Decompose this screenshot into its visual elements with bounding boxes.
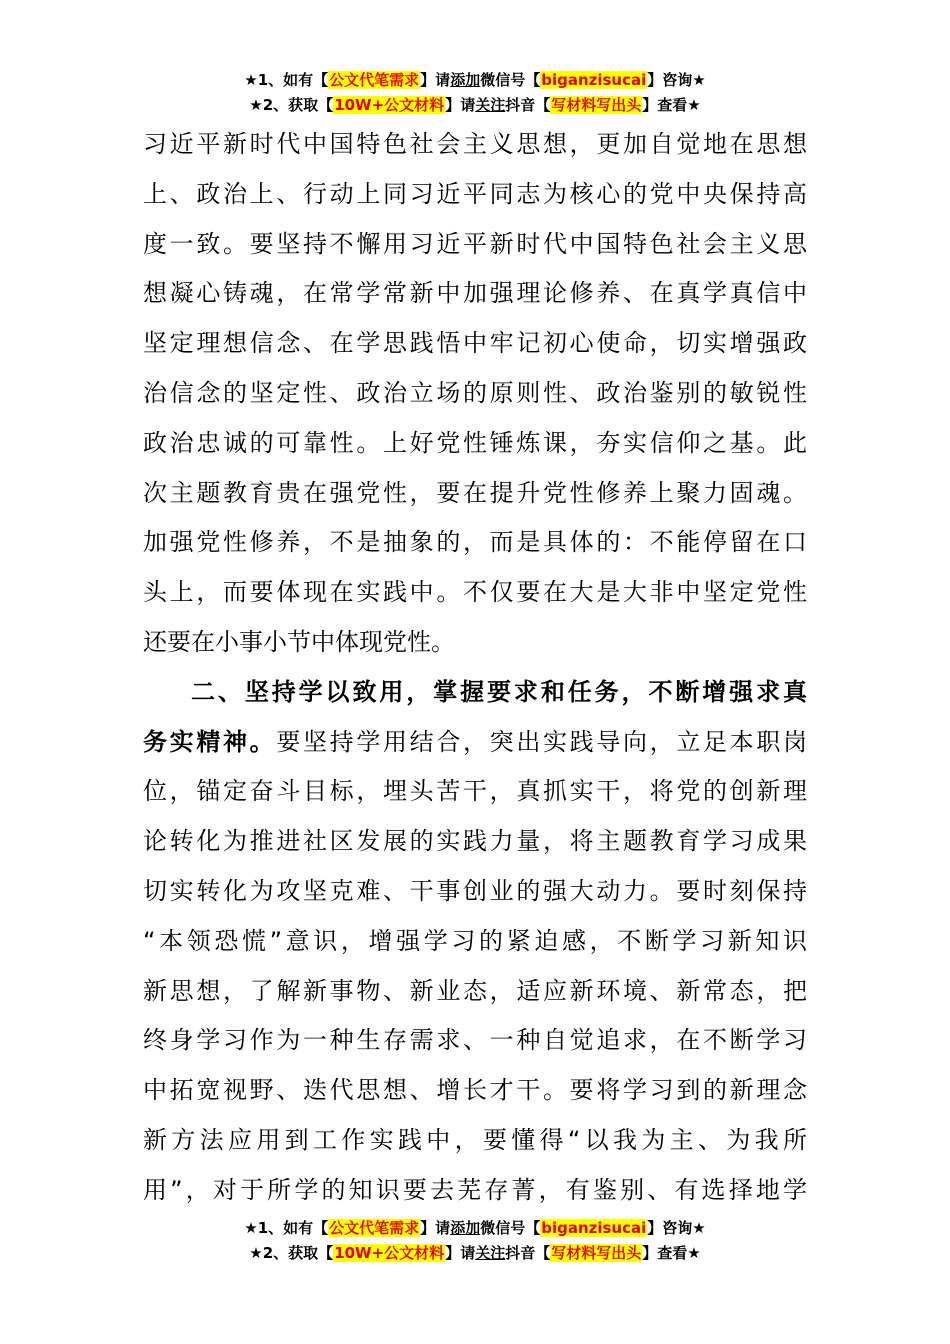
text-line: 论转化为推进社区发展的实践力量，将主题教育学习成果 <box>143 827 807 856</box>
text-line: “本领恐慌”意识，增强学习的紧迫感，不断学习新知识 <box>143 926 807 955</box>
text-line: 上、政治上、行动上同习近平同志为核心的党中央保持高 <box>143 179 807 208</box>
banner-line-1: ★1、如有【公文代笔需求】请添加微信号【biganzisucai】咨询★ <box>244 1219 706 1237</box>
footer-banner <box>0 1216 950 1266</box>
section-heading: 二、坚持学以致用，掌握要求和任务，不断增强求真 <box>191 677 807 706</box>
text-line: 切实转化为攻坚克难、干事创业的强大动力。要时刻保持 <box>143 876 807 905</box>
highlight-douyin-id: 写材料写出头 <box>551 96 642 114</box>
highlight-materials: 10W+公文材料 <box>334 96 445 114</box>
document-body <box>143 120 807 1216</box>
highlight-service: 公文代笔需求 <box>329 1219 420 1237</box>
text-line: 务实精神。要坚持学用结合，突出实践导向，立足本职岗 <box>143 727 808 756</box>
text-line: 用”，对于所学的知识要去芜存菁，有鉴别、有选择地学 <box>143 1175 807 1204</box>
banner-line-1: ★1、如有【公文代笔需求】请添加微信号【biganzisucai】咨询★ <box>244 71 706 89</box>
highlight-wechat-id: biganzisucai <box>541 71 647 89</box>
banner-line-2: ★2、获取【10W+公文材料】请关注抖音【写材料写出头】查看★ <box>249 96 701 114</box>
highlight-douyin-id: 写材料写出头 <box>551 1244 642 1262</box>
text-line: 坚定理想信念、在学思践悟中牢记初心使命，切实增强政 <box>143 329 807 358</box>
highlight-materials: 10W+公文材料 <box>334 1244 445 1262</box>
header-banner <box>0 68 950 118</box>
text-line: 终身学习作为一种生存需求、一种自觉追求，在不断学习 <box>143 1026 807 1055</box>
text-line: 次主题教育贵在强党性，要在提升党性修养上聚力固魂。 <box>143 478 807 507</box>
paragraph-2 <box>143 668 807 1216</box>
banner-line-2: ★2、获取【10W+公文材料】请关注抖音【写材料写出头】查看★ <box>249 1244 701 1262</box>
text-line: 位，锚定奋斗目标，埋头苦干，真抓实干，将党的创新理 <box>143 777 807 806</box>
text-line: 政治忠诚的可靠性。上好党性锤炼课，夯实信仰之基。此 <box>143 428 807 457</box>
text-line: 还要在小事小节中体现党性。 <box>143 627 455 656</box>
text-line: 头上，而要体现在实践中。不仅要在大是大非中坚定党性 <box>143 578 807 607</box>
text-line: 新方法应用到工作实践中，要懂得“以我为主、为我所 <box>143 1125 807 1154</box>
text-line: 习近平新时代中国特色社会主义思想，更加自觉地在思想 <box>143 130 807 158</box>
text-line: 加强党性修养，不是抽象的，而是具体的：不能停留在口 <box>143 528 807 557</box>
highlight-wechat-id: biganzisucai <box>541 1219 647 1237</box>
section-heading-end: 务实精神。 <box>143 727 277 756</box>
text-line: 中拓宽视野、迭代思想、增长才干。要将学习到的新理念 <box>143 1076 807 1105</box>
text-line: 想凝心铸魂，在常学常新中加强理论修养、在真学真信中 <box>143 279 807 308</box>
text-line: 新思想，了解新事物、新业态，适应新环境、新常态，把 <box>143 976 807 1005</box>
text-line: 治信念的坚定性、政治立场的原则性、政治鉴别的敏锐性 <box>143 378 807 407</box>
paragraph-1 <box>143 120 807 668</box>
highlight-service: 公文代笔需求 <box>329 71 420 89</box>
text-line: 度一致。要坚持不懈用习近平新时代中国特色社会主义思 <box>143 229 807 258</box>
